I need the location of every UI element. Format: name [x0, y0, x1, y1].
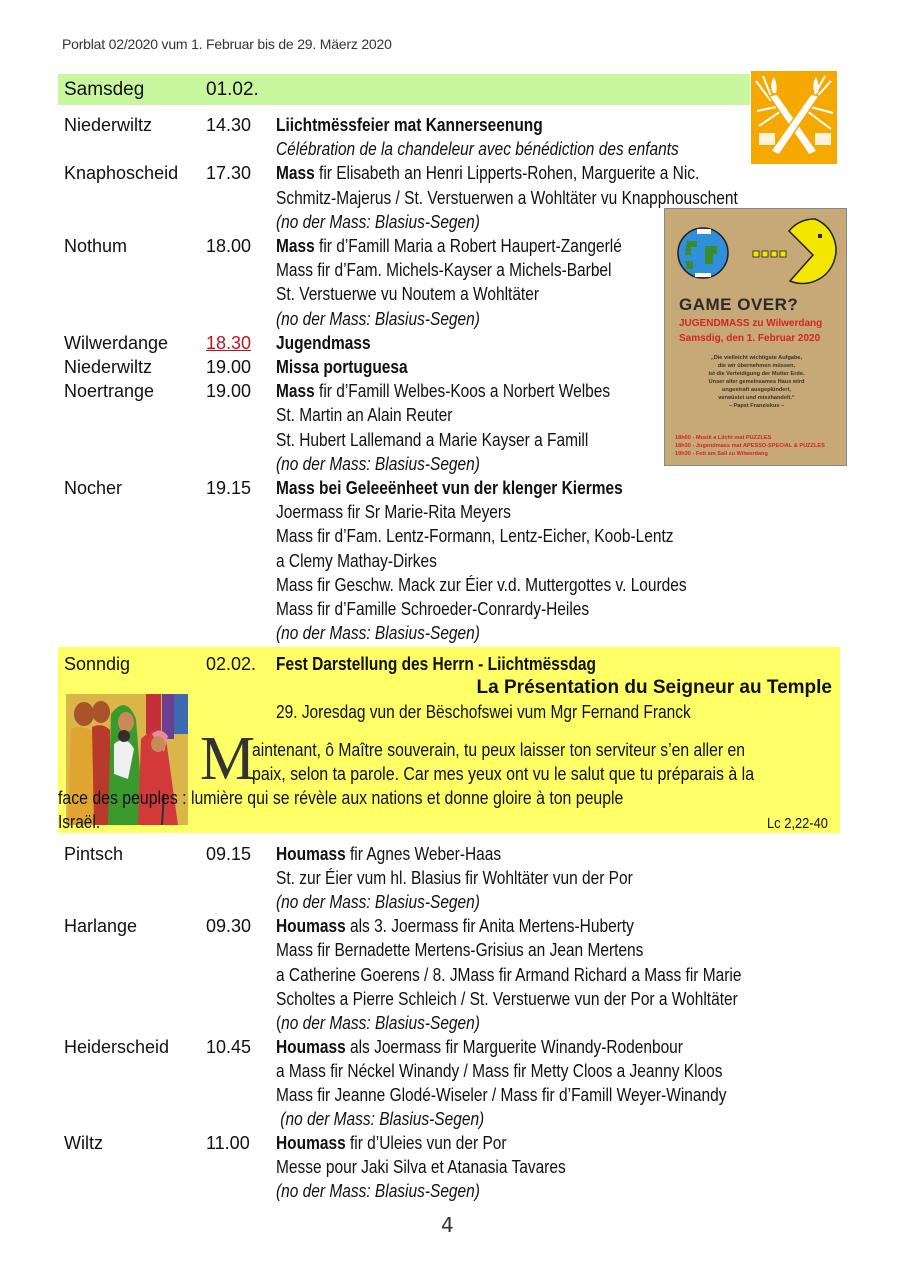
intention-text: fir Agnes Weber-Haas: [345, 844, 502, 864]
italic-note: Célébration de la chandeleur avec bénédiction des enfants: [276, 139, 679, 160]
intention-text: fir Elisabeth an Henri Lipperts-Rohen, Marguerite a Nic.: [314, 163, 700, 184]
schedule-line: 18h00 - Musik a Liicht mat PUZZLES: [675, 435, 772, 441]
intention-text: a Catherine Goerens / 8. JMass fir Armand Richard a Mass fir Marie: [276, 964, 742, 985]
place-name: Harlange: [64, 916, 138, 937]
gospel-line: face des peuples : lumière qui se révèle aux nations et donne gloire à ton peuple: [58, 788, 624, 808]
italic-note: (no der Mass: Blasius-Segen): [276, 1181, 480, 1202]
gospel-line: Israël.: [58, 812, 101, 832]
place-name: Nocher: [64, 478, 123, 498]
gospel-line: aintenant, ô Maître souverain, tu peux laisser ton serviteur s’en aller en: [252, 740, 745, 760]
place-name: Knaphoscheid: [64, 163, 179, 184]
intention-text: St. Martin an Alain Reuter: [276, 405, 453, 426]
drop-cap: M: [200, 725, 256, 793]
intention-text: St. zur Éier vum hl. Blasius fir Wohltäter vun der Por: [276, 868, 633, 889]
date-label: 01.02.: [206, 79, 259, 100]
mass-type: Houmass: [276, 916, 346, 937]
mass-type: Jugendmass: [276, 332, 371, 353]
game-over-poster: [664, 208, 847, 466]
mass-type: Houmass: [276, 1133, 346, 1154]
intention-text: als Joermass fir Marguerite Winandy-Rodenbour: [345, 1036, 683, 1057]
quote-line: verwüstet und misshandelt.“: [718, 395, 795, 401]
mass-time: 09.15: [206, 844, 252, 864]
intention-text: St. Verstuerwe vu Noutem a Wohltäter: [276, 284, 539, 305]
intention-text: fir d’Uleies vun der Por: [345, 1133, 507, 1154]
italic-note: (no der Mass: Blasius-Segen): [276, 1109, 485, 1130]
mass-type: Mass: [276, 381, 315, 402]
mass-time: 10.45: [206, 1036, 252, 1057]
place-name: Noertrange: [64, 381, 155, 402]
mass-type: Mass bei Geleeënheet vun der klenger Kiermes: [276, 478, 623, 498]
mass-type: Mass: [276, 236, 315, 256]
intention-text: Messe pour Jaki Silva et Atanasia Tavares: [276, 1157, 566, 1178]
anniversary-note: 29. Joresdag vun der Bëschofswei vum Mgr Fernand Franck: [276, 702, 691, 722]
intention-text: Mass fir d’Fam. Michels-Kayser a Michels-Barbel: [276, 260, 612, 281]
italic-note: (no der Mass: Blasius-Segen): [276, 453, 480, 474]
poster-subtitle-1: JUGENDMASS zu Wilwerdang: [679, 318, 823, 329]
day-label: Samsdeg: [64, 79, 145, 100]
poster-schedule: [675, 434, 825, 458]
poster-quote: [665, 354, 847, 410]
mass-time: 18.30: [206, 332, 252, 353]
place-name: Pintsch: [64, 844, 124, 864]
intention-text: a Clemy Mathay-Dirkes: [276, 550, 437, 571]
intention-text: Mass fir d’Fam. Lentz-Formann, Lentz-Eicher, Koob-Lentz: [276, 526, 674, 547]
place-name: Niederwiltz: [64, 115, 153, 135]
intention-text: Joermass fir Sr Marie-Rita Meyers: [276, 502, 511, 523]
intention-text: Schmitz-Majerus / St. Verstuerwen a Wohltäter vu Knapphouschent: [276, 187, 738, 208]
saturday-band: [58, 74, 750, 105]
gospel-reference: Lc 2,22-40: [767, 815, 829, 832]
italic-note: (no der Mass: Blasius-Segen): [276, 623, 480, 644]
feast-title-fr: La Présentation du Seigneur au Temple: [476, 677, 832, 698]
mass-type: Houmass: [276, 844, 346, 864]
intention-text: fir d’Famill Maria a Robert Haupert-Zangerlé: [314, 236, 622, 256]
quote-line: – Papst Franziskus –: [728, 403, 785, 409]
quote-line: ungestraft ausgeplündert,: [722, 387, 791, 393]
place-name: Nothum: [64, 236, 128, 256]
italic-note: (no der Mass: Blasius-Segen): [276, 211, 480, 232]
italic-note: no der Mass: Blasius-Segen): [281, 1012, 480, 1033]
candles-icon: [751, 71, 837, 164]
place-name: Niederwiltz: [64, 357, 153, 377]
intention-text: Mass fir Bernadette Mertens-Grisius an Jean Mertens: [276, 940, 644, 961]
intention-text: a Mass fir Néckel Winandy / Mass fir Metty Cloos a Jeanny Kloos: [276, 1060, 723, 1081]
schedule-line: 19h30 - Fett am Sall zu Wilwerdang: [675, 451, 768, 457]
place-name: Heiderscheid: [64, 1036, 170, 1057]
poster-title: GAME OVER?: [679, 295, 799, 314]
mass-time: 09.30: [206, 916, 252, 937]
quote-line: ist die Verteidigung der Mutter Erde.: [708, 371, 805, 377]
intention-text: als 3. Joermass fir Anita Mertens-Huberty: [345, 916, 634, 937]
schedule-line: 18h30 - Jugendmass mat APESSO-SPECIAL & PUZZLES: [675, 443, 825, 449]
intention-text: Mass fir Jeanne Glodé-Wiseler / Mass fir d’Famill Weyer-Winandy: [276, 1085, 727, 1105]
intention-text: fir d’Famill Welbes-Koos a Norbert Welbes: [314, 381, 611, 402]
italic-note: (no der Mass: Blasius-Segen): [276, 308, 480, 329]
mass-time: 19.00: [206, 357, 252, 377]
mass-type: Liichtmëssfeier mat Kannerseenung: [276, 115, 543, 135]
page-header: Porblat 02/2020 vum 1. Februar bis de 29. Mäerz 2020: [62, 36, 392, 52]
intention-text: Mass fir Geschw. Mack zur Éier v.d. Muttergottes v. Lourdes: [276, 574, 687, 595]
italic-note: (no der Mass: Blasius-Segen): [276, 892, 480, 913]
mass-time: 11.00: [206, 1133, 250, 1154]
intention-text: Mass fir d’Famille Schroeder-Conrardy-Heiles: [276, 599, 590, 619]
gospel-line: paix, selon ta parole. Car mes yeux ont vu le salut que tu préparais à la: [252, 764, 755, 784]
intention-text: St. Hubert Lallemand a Marie Kayser a Famill: [276, 429, 589, 450]
mass-time: 17.30: [206, 163, 252, 184]
place-name: Wilwerdange: [64, 332, 169, 353]
mass-time: 19.15: [206, 478, 252, 498]
feast-title: Fest Darstellung des Herrn - Liichtmëssdag: [276, 654, 597, 674]
place-name: Wiltz: [64, 1133, 103, 1154]
quote-line: „Die vielleicht wichtigste Aufgabe,: [710, 355, 803, 361]
poster-subtitle-2: Samsdig, den 1. Februar 2020: [679, 333, 821, 344]
earth-pacman-icon: [665, 211, 847, 291]
intention-prefix: (: [276, 1012, 282, 1033]
quote-line: die wir übernehmen müssen,: [717, 363, 796, 369]
mass-type: Houmass: [276, 1036, 346, 1057]
intention-text: Scholtes a Pierre Schleich / St. Verstuerwe vun der Por a Wohltäter: [276, 988, 738, 1009]
mass-type: Missa portuguesa: [276, 357, 408, 377]
mass-type: Mass: [276, 163, 315, 184]
mass-time: 18.00: [206, 236, 252, 256]
date-label: 02.02.: [206, 654, 257, 674]
day-label: Sonndig: [64, 654, 131, 674]
mass-time: 14.30: [206, 115, 252, 135]
quote-line: Unser aller gemeinsames Haus wird: [708, 379, 805, 385]
page-number: 4: [441, 1213, 454, 1237]
mass-time: 19.00: [206, 381, 252, 402]
